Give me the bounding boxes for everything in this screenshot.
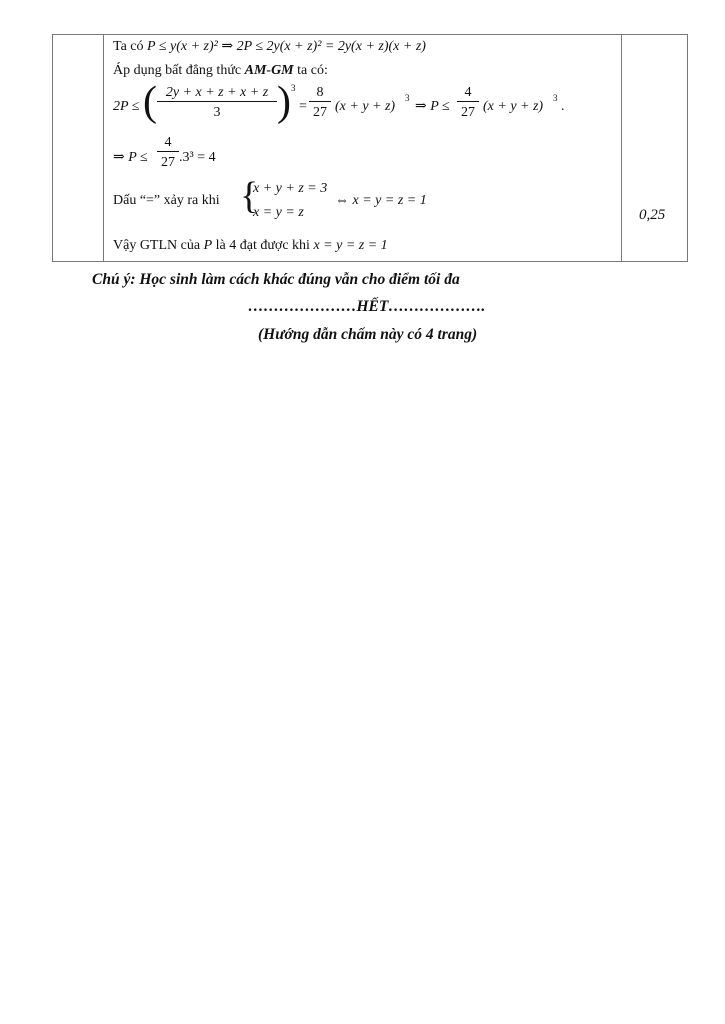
system-brace: {: [240, 175, 259, 217]
line-3-eq: =: [299, 99, 307, 114]
line-2: [113, 63, 328, 79]
line-3-dot: .: [561, 99, 565, 114]
line-1-prefix: Ta có: [113, 39, 144, 54]
line-5-prefix: Dấu “=” xảy ra khi: [113, 193, 220, 208]
line-2-suffix: ta có:: [297, 63, 328, 78]
paren-left: (: [143, 79, 157, 125]
exp-1: 3: [291, 83, 296, 93]
line-3-lhs: 2P ≤: [113, 99, 140, 114]
fraction-2: [309, 85, 331, 121]
footer-text: (Hướng dẫn chấm này có 4 trang): [258, 326, 478, 343]
line-5-sys1: x + y + z = 3: [253, 181, 328, 196]
answer-table: [52, 34, 688, 262]
fraction-1-den: 3: [157, 101, 277, 121]
score-value: 0,25: [639, 207, 666, 223]
line-1-math: P ≤ y(x + z)² ⇒ 2P ≤ 2y(x + z)² = 2y(x + z)(x + z): [147, 39, 426, 54]
exp-3: 3: [553, 93, 558, 103]
fraction-1-num: 2y + x + z + x + z: [165, 85, 269, 100]
fraction-3: [457, 85, 479, 121]
line-3-end: (x + y + z): [483, 99, 544, 114]
fraction-3-den: 27: [457, 101, 479, 121]
fraction-2-den: 27: [309, 101, 331, 121]
line-6-prefix: Vậy GTLN của: [113, 238, 201, 253]
fraction-3-num: 4: [464, 85, 472, 100]
note-text: Chú ý: Học sinh làm cách khác đúng vẫn cho điểm tối đa: [92, 271, 460, 288]
line-2-bold: AM-GM: [244, 63, 294, 78]
fraction-4: [157, 135, 179, 171]
paren-right: ): [277, 79, 291, 125]
line-5-sys2: x = y = z: [253, 205, 304, 220]
fraction-4-den: 27: [157, 151, 179, 171]
line-6-math: x = y = z = 1: [313, 238, 388, 253]
table-divider-right: [621, 35, 622, 261]
line-4-rest: .3³ = 4: [179, 150, 216, 165]
line-3-impl: ⇒ P ≤: [415, 99, 450, 114]
fraction-2-num: 8: [316, 85, 324, 100]
line-6: [113, 238, 388, 254]
line-2-prefix: Áp dụng bất đẳng thức: [113, 63, 242, 78]
line-3-mid: (x + y + z): [335, 99, 396, 114]
line-6-p: P: [203, 238, 213, 253]
line-1: [113, 39, 426, 55]
line-6-mid: là 4 đạt được khi: [215, 238, 310, 253]
fraction-4-num: 4: [164, 135, 172, 150]
end-mark: …………………HẾT……………….: [248, 298, 486, 315]
exp-2: 3: [405, 93, 410, 103]
table-divider-left: [103, 35, 104, 261]
line-5-result: ⇔ x = y = z = 1: [335, 193, 427, 208]
line-4-lhs: ⇒ P ≤: [113, 150, 148, 165]
fraction-1: [157, 85, 277, 121]
